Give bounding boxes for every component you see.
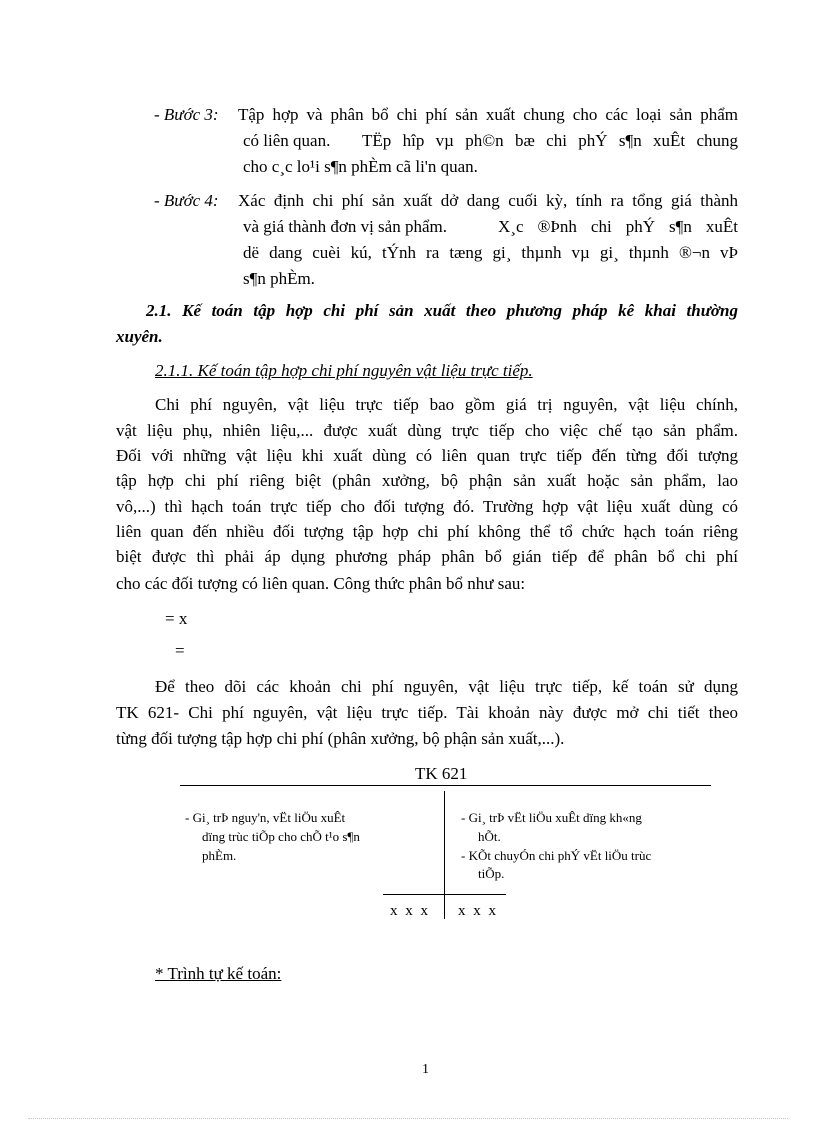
step4-line2b: X¸c ®Þnh chi phÝ s¶n xuÊt	[498, 217, 738, 236]
credit-entry-line: hÕt.	[478, 829, 501, 844]
t-account-vertical-rule	[444, 791, 445, 919]
para1-line: vô,...) thì hạch toán trực tiếp cho đối tượng đó. Trường hợp vật liệu xuất dùng có	[116, 497, 738, 516]
para1-line: Chi phí nguyên, vật liệu trực tiếp bao gồm giá trị nguyên, vật liệu chính,	[155, 395, 738, 414]
step4-line3: dë dang cuèi kú, tÝnh ra tæng gi¸ thµnh vµ gi¸ thµnh ®¬n vÞ	[243, 243, 738, 262]
t-account-total-rule	[383, 894, 506, 895]
page-number: 1	[422, 1062, 429, 1077]
section-heading-2-1-cont: xuyên.	[116, 327, 163, 346]
step4-line1: Xác định chi phí sản xuất dở dang cuối kỳ, tính ra tổng giá thành	[238, 191, 738, 210]
para1-line: Đối với những vật liệu khi xuất dùng có liên quan trực tiếp đến từng đối tượng	[116, 446, 738, 465]
credit-entry-line: - Gi¸ trÞ vËt liÖu xuÊt dïng kh«ng	[461, 810, 642, 825]
t-account-top-rule	[180, 785, 711, 786]
para1-line: liên quan đến nhiều đối tượng tập hợp chi phí không thể tổ chức hạch toán riêng	[116, 522, 738, 541]
step4-line4: s¶n phÈm.	[243, 269, 315, 288]
para1-line: tập hợp chi phí riêng biệt (phân xưởng, bộ phận sản xuất hoặc sản phẩm, lao	[116, 471, 738, 490]
credit-total: x x x	[458, 903, 498, 919]
para2-line: từng đối tượng tập hợp chi phí (phân xưởng, bộ phận sản xuất,...).	[116, 729, 565, 748]
debit-total: x x x	[390, 903, 430, 919]
subsection-heading-2-1-1: 2.1.1. Kế toán tập hợp chi phí nguyên vật liệu trực tiếp.	[155, 361, 533, 380]
para1-line: cho các đối tượng có liên quan. Công thức phân bổ như sau:	[116, 574, 526, 593]
formula-line1: = x	[165, 609, 188, 628]
step4-label: - Bước 4:	[154, 191, 219, 210]
section-heading-2-1: 2.1. Kế toán tập hợp chi phí sản xuất theo phương pháp kê khai thường	[146, 301, 738, 320]
page-bottom-rule	[28, 1118, 788, 1119]
debit-entry-line: dïng trùc tiÕp cho chÕ t¹o s¶n	[202, 829, 360, 844]
para2-line: TK 621- Chi phí nguyên, vật liệu trực tiếp. Tài khoản này được mở chi tiết theo	[116, 703, 738, 722]
credit-entry-line: tiÕp.	[478, 866, 505, 881]
para1-line: biệt được thì phải áp dụng phương pháp phân bổ gián tiếp để phân bổ chi phí	[116, 547, 738, 566]
step3-line2a: có liên quan.	[243, 131, 331, 150]
t-account-title: TK 621	[415, 764, 468, 783]
para2-line: Để theo dõi các khoản chi phí nguyên, vật liệu trực tiếp, kế toán sử dụng	[155, 677, 738, 696]
step3-line1: Tập hợp và phân bổ chi phí sản xuất chung cho các loại sản phẩm	[238, 105, 738, 124]
credit-entry-line: - KÕt chuyÓn chi phÝ vËt liÖu trùc	[461, 848, 652, 863]
debit-entry-line: phÈm.	[202, 848, 237, 863]
procedure-heading: * Trình tự kế toán:	[155, 964, 282, 983]
debit-entry-line: - Gi¸ trÞ nguy'n, vËt liÖu xuÊt	[185, 810, 346, 825]
step3-line3: cho c¸c lo¹i s¶n phÈm cã li'n quan.	[243, 157, 478, 176]
step4-line2a: và giá thành đơn vị sản phẩm.	[243, 217, 447, 236]
formula-line2: =	[175, 641, 185, 660]
para1-line: vật liệu phụ, nhiên liệu,... được xuất dùng trực tiếp cho việc chế tạo sản phẩm.	[116, 421, 738, 440]
step3-line2b: TËp hîp vµ ph©n bæ chi phÝ s¶n xuÊt chung	[362, 131, 738, 150]
step3-label: - Bước 3:	[154, 105, 219, 124]
